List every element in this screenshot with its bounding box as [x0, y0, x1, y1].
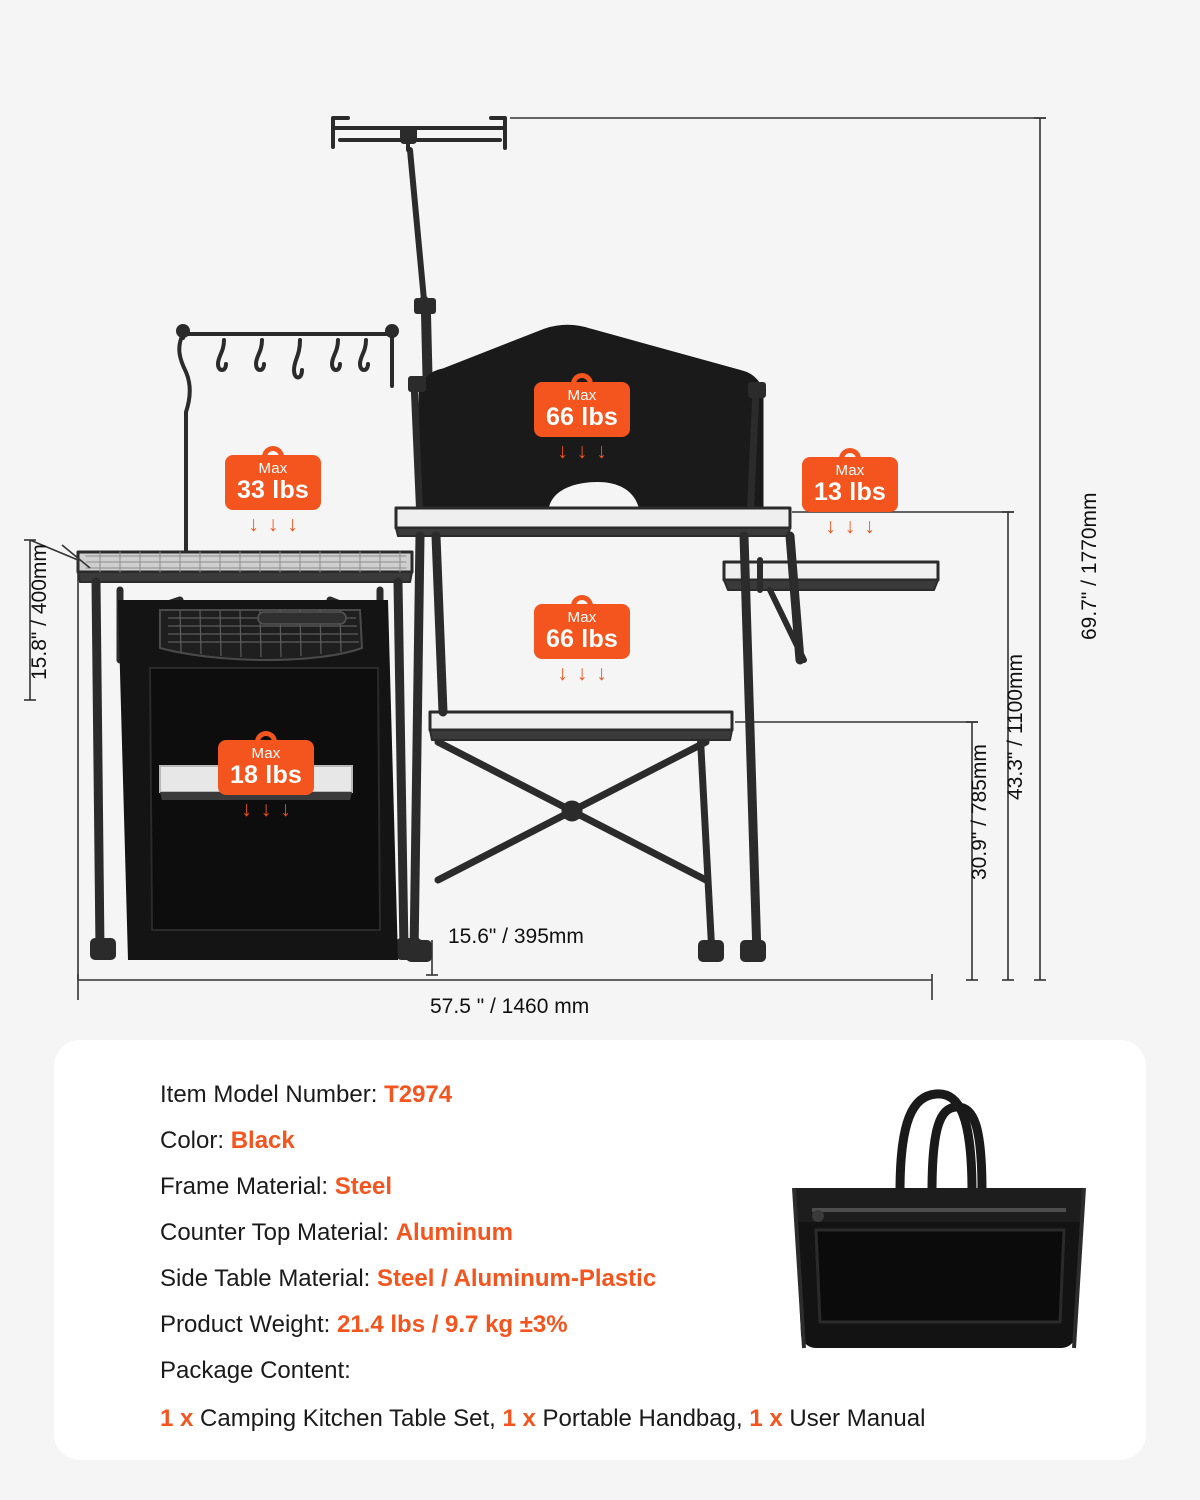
dim-side-table-depth: 15.8" / 400mm — [28, 544, 51, 680]
badge-max-label: Max — [567, 609, 597, 626]
dim-counter-height: 43.3" / 1100mm — [1004, 654, 1027, 800]
specification-list — [160, 1072, 926, 1442]
spec-row-model — [160, 1072, 850, 1118]
badge-arrows: ↓↓↓ — [557, 440, 616, 463]
package-item-2: Portable Handbag, — [535, 1405, 750, 1432]
package-item-3: User Manual — [782, 1405, 926, 1432]
spec-label: Frame Material: — [160, 1173, 335, 1200]
package-item-1: Camping Kitchen Table Set, — [193, 1405, 503, 1432]
package-content-line — [160, 1396, 926, 1442]
badge-arrows: ↓↓↓ — [825, 515, 884, 538]
spec-label: Item Model Number: — [160, 1081, 385, 1108]
badge-max-label: Max — [567, 387, 597, 404]
badge-max-label: Max — [258, 460, 288, 477]
specification-card — [54, 1040, 1146, 1460]
badge-max-value: 66 lbs — [545, 402, 619, 431]
badge-max-value: 66 lbs — [545, 624, 619, 653]
badge-main-counter — [534, 604, 630, 686]
badge-side-table — [802, 457, 898, 539]
spec-label: Side Table Material: — [160, 1265, 378, 1292]
dim-lower-shelf-height: 30.9" / 785mm — [968, 744, 991, 880]
spec-row-counter-material — [160, 1210, 850, 1256]
spec-row-package-content — [160, 1348, 850, 1394]
badge-max-label: Max — [251, 745, 281, 762]
badge-hanging-rack — [225, 455, 321, 537]
badge-arrows: ↓↓↓ — [557, 662, 616, 685]
badge-arrows: ↓↓↓ — [241, 798, 300, 821]
package-qty-1: 1 x — [160, 1405, 194, 1432]
dim-total-width: 57.5 " / 1460 mm — [430, 995, 590, 1018]
spec-value: Aluminum — [395, 1219, 514, 1246]
badge-windscreen — [534, 382, 630, 464]
dim-counter-depth: 15.6" / 395mm — [448, 925, 584, 948]
spec-value: Steel / Aluminum-Plastic — [377, 1265, 657, 1292]
spec-row-product-weight — [160, 1302, 850, 1348]
spec-value: Steel — [334, 1173, 393, 1200]
spec-row-side-table-material — [160, 1256, 850, 1302]
badge-max-value: 33 lbs — [236, 475, 310, 504]
handbag-image — [776, 1060, 1106, 1360]
spec-value: Black — [230, 1127, 295, 1154]
badge-arrows: ↓↓↓ — [248, 513, 307, 536]
spec-value: 21.4 lbs / 9.7 kg ±3% — [336, 1311, 568, 1338]
package-qty-2: 1 x — [502, 1405, 536, 1432]
badge-storage-shelf — [218, 740, 314, 822]
spec-label: Package Content: — [160, 1357, 351, 1384]
dim-total-height: 69.7" / 1770mm — [1078, 492, 1101, 640]
spec-row-color — [160, 1118, 850, 1164]
badge-max-value: 18 lbs — [229, 760, 303, 789]
spec-label: Product Weight: — [160, 1311, 337, 1338]
spec-label: Color: — [160, 1127, 231, 1154]
badge-max-value: 13 lbs — [813, 477, 887, 506]
package-qty-3: 1 x — [749, 1405, 783, 1432]
spec-row-frame-material — [160, 1164, 850, 1210]
badge-max-label: Max — [835, 462, 865, 479]
spec-label: Counter Top Material: — [160, 1219, 396, 1246]
spec-value: T2974 — [384, 1081, 453, 1108]
